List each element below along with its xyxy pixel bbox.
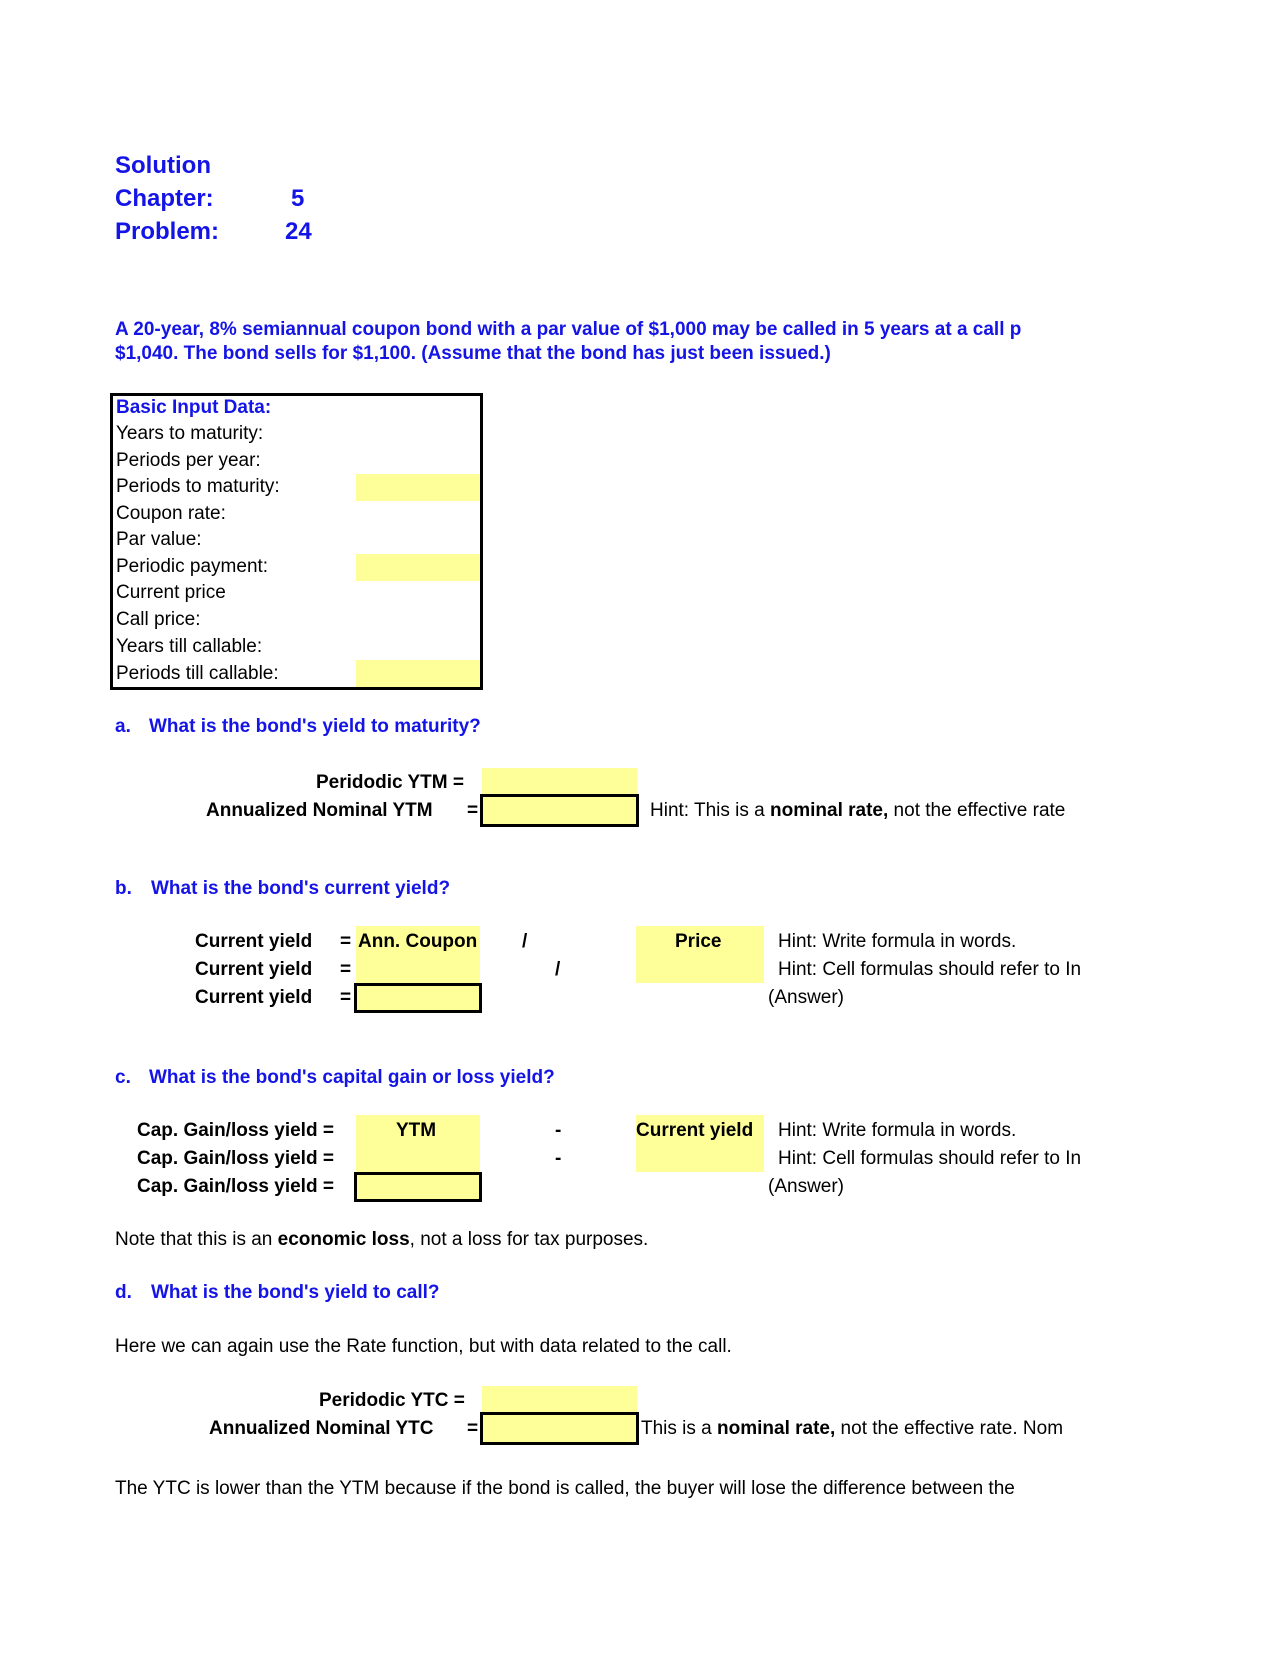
part-c-hint-1: Hint: Write formula in words. [778,1120,1017,1141]
part-b-hint-1: Hint: Write formula in words. [778,931,1017,952]
input-data-title: Basic Input Data: [116,397,272,418]
current-yield-eq-2: = [340,959,352,980]
part-d-intro: Here we can again use the Rate function, but with data related to the call. [115,1336,732,1357]
input-row-par-value: Par value: [116,529,202,550]
periodic-ytc-label: Peridodic YTC = [319,1390,465,1411]
problem-value: 24 [285,218,312,245]
part-c-question: What is the bond's capital gain or loss yield? [149,1067,555,1088]
economic-loss-note: Note that this is an economic loss, not a loss for tax purposes. [115,1229,649,1250]
minus-sign-1: - [555,1120,562,1141]
current-yield-answer-box [354,983,482,1013]
part-a-hint: Hint: This is a nominal rate, not the effective rate [650,800,1066,821]
divide-sign-2: / [555,959,561,980]
cap-gain-answer-box [354,1172,482,1202]
part-d-hint: This is a nominal rate, not the effective rate. Nom [641,1418,1064,1439]
minus-sign-2: - [555,1148,562,1169]
periods-till-callable-cell[interactable] [356,660,480,687]
input-row-periods-to-maturity: Periods to maturity: [116,476,280,497]
input-row-periods-till-callable: Periods till callable: [116,663,279,684]
part-b-question: What is the bond's current yield? [151,878,451,899]
part-b-answer-label: (Answer) [768,987,845,1008]
periodic-ytm-cell[interactable] [482,768,637,795]
input-row-coupon-rate: Coupon rate: [116,503,226,524]
annualized-ytm-eq: = [467,800,479,821]
part-d-letter: d. [115,1282,132,1303]
current-yield-eq-3: = [340,987,352,1008]
ytm-label: YTM [396,1120,437,1141]
input-row-periodic-payment: Periodic payment: [116,556,269,577]
periods-to-maturity-cell[interactable] [356,474,480,501]
input-row-periods-per-year: Periods per year: [116,450,261,471]
periodic-ytc-cell[interactable] [482,1386,637,1413]
solution-title: Solution [115,152,211,179]
chapter-value: 5 [291,185,305,212]
input-row-call-price: Call price: [116,609,201,630]
current-yield-label: Current yield [636,1120,754,1141]
current-yield-label-3: Current yield [195,987,313,1008]
current-yield-label-1: Current yield [195,931,313,952]
annualized-ytc-label: Annualized Nominal YTC [209,1418,434,1439]
cap-gain-label-1: Cap. Gain/loss yield = [137,1120,334,1141]
price-label: Price [675,931,722,952]
part-c-hint-2: Hint: Cell formulas should refer to In [778,1148,1082,1169]
ann-coupon-label: Ann. Coupon [358,931,478,952]
annualized-ytc-answer-box [480,1412,639,1445]
part-b-letter: b. [115,878,132,899]
part-d-conclusion: The YTC is lower than the YTM because if the bond is called, the buyer will lose the difference between the [115,1478,1015,1499]
cap-gain-label-2: Cap. Gain/loss yield = [137,1148,334,1169]
current-yield-eq-1: = [340,931,352,952]
problem-label: Problem: [115,218,220,245]
problem-text-line-2: $1,040. The bond sells for $1,100. (Assume that the bond has just been issued.) [115,343,831,364]
periodic-payment-cell[interactable] [356,554,480,581]
annualized-ytm-label: Annualized Nominal YTM [206,800,433,821]
annualized-ytm-answer-box [480,794,639,827]
current-yield-label-2: Current yield [195,959,313,980]
chapter-label: Chapter: [115,185,214,212]
periodic-ytm-label: Peridodic YTM = [316,772,464,793]
part-d-question: What is the bond's yield to call? [151,1282,440,1303]
input-row-years-till-callable: Years till callable: [116,636,263,657]
part-c-answer-label: (Answer) [768,1176,845,1197]
input-row-current-price: Current price [116,582,226,603]
input-row-years-to-maturity: Years to maturity: [116,423,264,444]
part-a-letter: a. [115,716,131,737]
part-c-letter: c. [115,1067,131,1088]
annualized-ytc-eq: = [467,1418,479,1439]
part-a-question: What is the bond's yield to maturity? [149,716,481,737]
divide-sign-1: / [522,931,528,952]
problem-text-line-1: A 20-year, 8% semiannual coupon bond with a par value of $1,000 may be called in 5 years at a call p [115,319,1022,340]
part-b-hint-2: Hint: Cell formulas should refer to In [778,959,1082,980]
cap-gain-label-3: Cap. Gain/loss yield = [137,1176,334,1197]
